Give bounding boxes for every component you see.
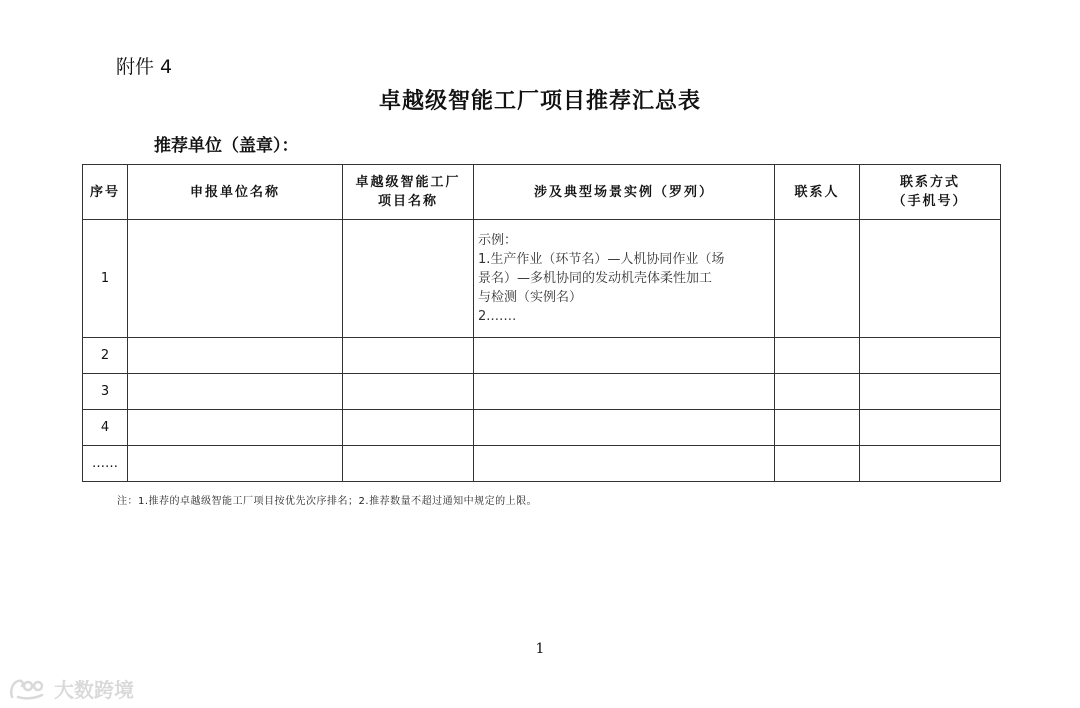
contact-method-cell [860,338,1001,374]
page-number: 1 [535,641,545,657]
row-index-cell: 2 [83,338,128,374]
applicant-cell [128,446,343,482]
contact-person-cell [775,446,860,482]
scenario-example-cell [474,220,775,338]
summary-table [82,164,1001,482]
column-header-contact-person: 联系人 [775,165,860,220]
example-line: 与检测（实例名） [478,290,583,305]
table-header-row [83,165,1001,220]
contact-person-cell [775,410,860,446]
contact-method-cell [860,220,1001,338]
watermark-text: 大数跨境 [54,678,134,702]
column-header-scenario: 涉及典型场景实例（罗列） [474,165,775,220]
contact-method-cell [860,446,1001,482]
example-line: 示例： [478,233,518,248]
contact-method-cell [860,374,1001,410]
row-index-cell: 3 [83,374,128,410]
contact-person-cell [775,338,860,374]
example-line: 2.…… [478,309,517,324]
column-header-contact-method-line-2: （手机号） [892,194,968,209]
example-line: 景名）—多机协同的发动机壳体柔性加工 [478,271,713,286]
column-header-contact-method [860,165,1001,220]
column-header-project-name-line-2: 项目名称 [377,194,438,209]
row-index-cell: 4 [83,410,128,446]
project-name-cell [343,338,474,374]
row-index-cell: …… [83,446,128,482]
table-row [83,446,1001,482]
project-name-cell [343,374,474,410]
applicant-cell [128,410,343,446]
document-title: 卓越级智能工厂项目推荐汇总表 [378,89,701,114]
project-name-cell [343,410,474,446]
table-row [83,410,1001,446]
column-header-contact-method-line-1: 联系方式 [899,175,960,190]
contact-person-cell [775,374,860,410]
column-header-project-name-line-1: 卓越级智能工厂 [355,175,461,190]
column-header-applicant: 申报单位名称 [128,165,343,220]
applicant-cell [128,220,343,338]
column-header-project-name [343,165,474,220]
applicant-cell [128,338,343,374]
contact-person-cell [775,220,860,338]
table-row [83,338,1001,374]
recommending-unit-label: 推荐单位（盖章）： [154,136,299,156]
project-name-cell [343,220,474,338]
table-row [83,374,1001,410]
row-index-cell: 1 [83,220,128,338]
project-name-cell [343,446,474,482]
scenario-cell [474,446,775,482]
example-line: 1.生产作业（环节名）—人机协同作业（场 [478,252,725,267]
scenario-cell [474,338,775,374]
scenario-cell [474,410,775,446]
scenario-cell [474,374,775,410]
watermark [8,674,134,703]
column-header-index: 序号 [83,165,128,220]
attachment-label: 附件 4 [116,56,173,78]
contact-method-cell [860,410,1001,446]
table-row [83,220,1001,338]
brand-logo-icon [8,677,48,701]
table-footnote: 注：1.推荐的卓越级智能工厂项目按优先次序排名；2.推荐数量不超过通知中规定的上限。 [117,496,538,507]
applicant-cell [128,374,343,410]
